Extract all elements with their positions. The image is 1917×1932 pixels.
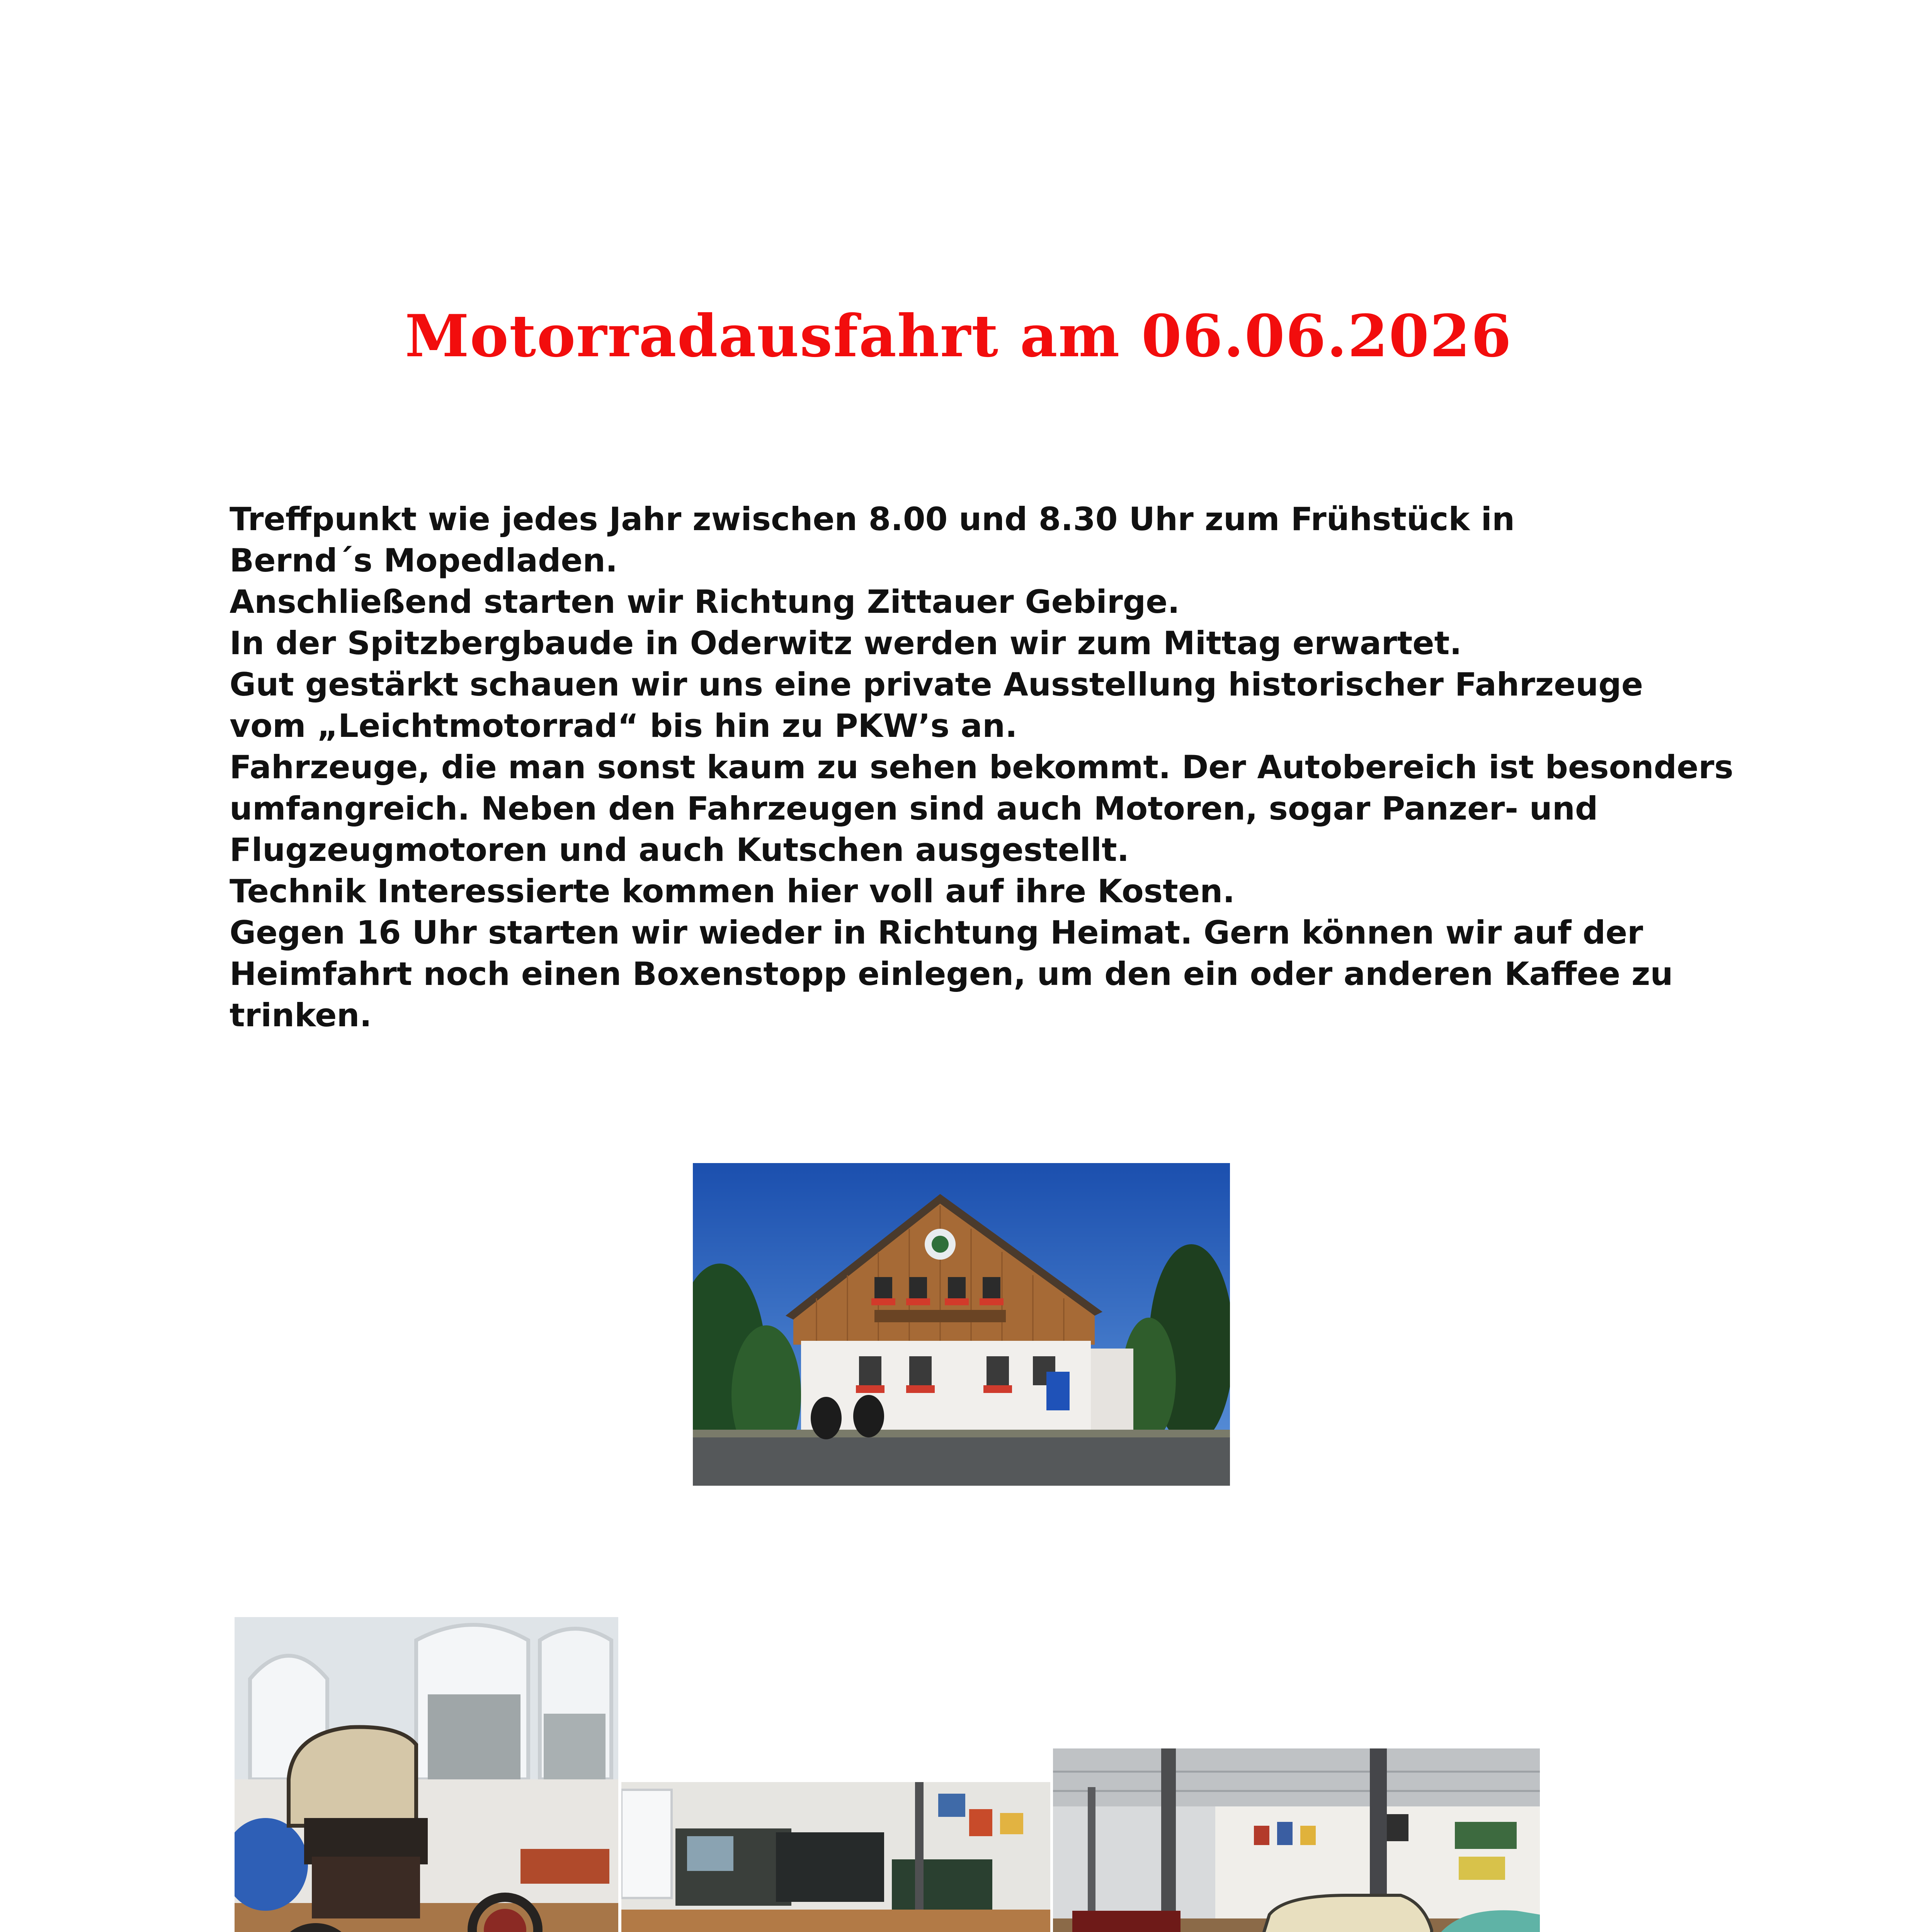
description-line: Flugzeugmotoren und auch Kutschen ausgestellt. [230,831,1129,869]
description-line: trinken. [230,997,372,1034]
description-line: vom „Leichtmotorrad“ bis hin zu PKW’s an. [230,707,1017,745]
motorcycle-collection-photo [621,1782,1050,1932]
description-line: Technik Interessierte kommen hier voll auf ihre Kosten. [230,872,1235,910]
event-description [230,498,1733,1036]
exhibition-hall-photo [1053,1748,1540,1932]
page-title: Motorradausfahrt am 06.06.2026 [405,302,1512,370]
lodge-photo [693,1163,1230,1486]
description-line: Anschließend starten wir Richtung Zittauer Gebirge. [230,583,1180,621]
vintage-car-photo [235,1617,618,1932]
description-line: In der Spitzbergbaude in Oderwitz werden wir zum Mittag erwartet. [230,624,1462,662]
description-line: Bernd´s Mopedladen. [230,542,618,579]
description-line: Gut gestärkt schauen wir uns eine private Ausstellung historischer Fahrzeuge [230,666,1643,703]
description-line: Heimfahrt noch einen Boxenstopp einlegen, um den ein oder anderen Kaffee zu [230,955,1673,993]
description-line: Gegen 16 Uhr starten wir wieder in Richtung Heimat. Gern können wir auf der [230,914,1643,951]
description-line: umfangreich. Neben den Fahrzeugen sind auch Motoren, sogar Panzer- und [230,790,1598,827]
description-line: Treffpunkt wie jedes Jahr zwischen 8.00 und 8.30 Uhr zum Frühstück in [230,500,1515,538]
description-line: Fahrzeuge, die man sonst kaum zu sehen bekommt. Der Autobereich ist besonders [230,748,1733,786]
